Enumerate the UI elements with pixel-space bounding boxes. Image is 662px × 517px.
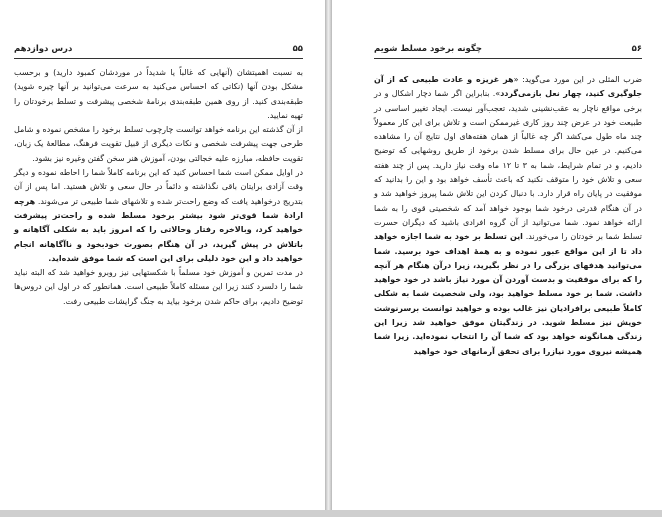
right-text-segment: ضرب المثلی در این مورد می‌گوید: « bbox=[513, 75, 642, 84]
right-page-number: ۵۶ bbox=[631, 44, 642, 54]
right-emphasis: این تسلط bbox=[483, 232, 523, 242]
left-paragraph-3 bbox=[14, 166, 303, 266]
left-page bbox=[0, 0, 326, 510]
left-paragraph-3-emphasis: هرچه ارادهٔ شما قوی‌تر شود بیشتر برخود مسلط شده و راحت‌تر پیشرفت خواهید کرد، وبالاخره رفتار وحالاتی را که امروز باید به شکلی آگاهانه و باتلاش در پیش گیرید، در آن هنگام بصورت خودبخود و ناآگاهانه انجام خواهید داد و این خود دلیلی برای این است که شما موفق شده‌اید. bbox=[14, 196, 303, 263]
left-body-text bbox=[14, 66, 303, 309]
right-paragraph-1 bbox=[374, 73, 642, 359]
right-proverb: هر غریزه و عادت طبیعی که از آن جلوگیری کنید، چهار نعل بازمی‌گردد bbox=[374, 75, 642, 99]
left-page-number: ۵۵ bbox=[292, 44, 303, 54]
left-paragraph-2: از آن گذشته این برنامه خواهد توانست چارچوب تسلط برخود را مشخص نموده و شامل طرحی جهت پیشرفت شخصی و نکات دیگری از قبیل تقویت فرهنگ، مطالعهٔ یک زبان، تقویت حافظه، مبارزه علیه خجالتی بودن، آموزش هنر سخن گفتن وغیره نیز بشود. bbox=[14, 125, 303, 163]
right-header-rule bbox=[374, 58, 642, 59]
right-page-header bbox=[332, 44, 662, 58]
left-paragraph-1: به نسبت اهمیتشان (آنهایی که غالباً یا شدیداً در موردشان کمبود دارید) و برحسب مشکل بودن آنها (نکاتی که احساس می‌کنید به سرعت می‌توانید بر آنها چیره شوید) طبقه‌بندی کنید. از روی همین طبقه‌بندی برنامهٔ شخصی پیشرفت و تسلط برخودتان را تهیه نمایید. bbox=[14, 68, 303, 120]
left-chapter-title: درس دوازدهم bbox=[14, 44, 73, 54]
right-text-segment: ». بنابراین اگر شما دچار اشکال و در برخی مواقع ناچار به عقب‌نشینی شدید، تعجب‌آور نیست. ایجاد تغییر اساسی در طبیعت خود در عرض چند روز کاری غیرممکن است و تلاش برای این کار معمولاً چند ماه طول می‌کشد اگر چه غالباً از همان هفته‌های اول نتایج آن را مشاهده می‌کنیم. در عین حال برای مسلط شدن برخود از طریق روشهایی که توضیح دادیم، و در تمام شرایط، شما به ۳ تا ۱۲ ماه وقت نیاز دارید. پس از چند هفته سعی و تلاش خود را متوقف نکنید که باعث تأسف خواهد بود و این را بدانید که موفقیت در پایان راه قرار دارد. با دنبال کردن این تلاش شما پیروز خواهید شد و در آن هنگام قدرتی درخود شما بوجود خواهد آمد که شخصیتی قوی را به شما ارائه خواهد نمود. شما می‌توانید از آن گروه افرادی باشید که دیگران حسرت تسلط شما بر خودتان را می‌خورند. bbox=[374, 89, 643, 242]
right-emphasis-continued: بر خود به شما اجازه خواهد داد تا از این مواقع عبور نموده و به همهٔ اهداف خود برسید. شما می‌توانید هدفهای بزرگی را در نظر بگیرید، زیرا درآن هنگام هر آنچه را که برای موفقیت و بدست آوردن آن مورد نیاز باشد در خود خواهید داشت. شما بر خود مسلط خواهید بود، ولی شخصیت شما به شکلی کاملاً طبیعی برافرادیان نیز غالب بوده و خواهید توانست برسرنوشت خویش نیز مسلط شوید. در زندگیتان موفق خواهید شد زیرا این زندگی همانگونه خواهد بود که شما آن را انتخاب نموده‌اید. زیرا شما همیشه نیروی مورد نیازرا برای تحقق آرمانهای خود خواهید bbox=[374, 232, 642, 356]
left-paragraph-4: در مدت تمرین و آموزش خود مسلماً با شکستهایی نیز روبرو خواهید شد که البته نباید شما را دلسرد کنند زیرا این مسئله کاملاً طبیعی است. همانطور که در اول این دروس‌ها توضیح دادیم، برای حاکم شدن برخود بیاید به جنگ گرایشات طبیعی رفت. bbox=[14, 268, 303, 306]
right-body-text bbox=[374, 73, 642, 359]
right-page bbox=[331, 0, 662, 510]
right-chapter-title: چگونه برخود مسلط شویم bbox=[374, 44, 482, 54]
bottom-strip bbox=[0, 510, 662, 517]
left-header-rule bbox=[14, 58, 303, 59]
left-page-header bbox=[0, 44, 325, 58]
left-paragraph-3-text: در اوایل ممکن است شما احساس کنید که این برنامه کاملاً شما را احاطه نموده و دیگر وقت آزادی برایتان باقی نگذاشته و دائماً در حال سعی و تلاش هستید. اما پس از آن بتدریج درخواهید یافت که وضع راحت‌تر شده و تلاشهای شما طبیعی تر می‌شوند. bbox=[14, 168, 304, 206]
